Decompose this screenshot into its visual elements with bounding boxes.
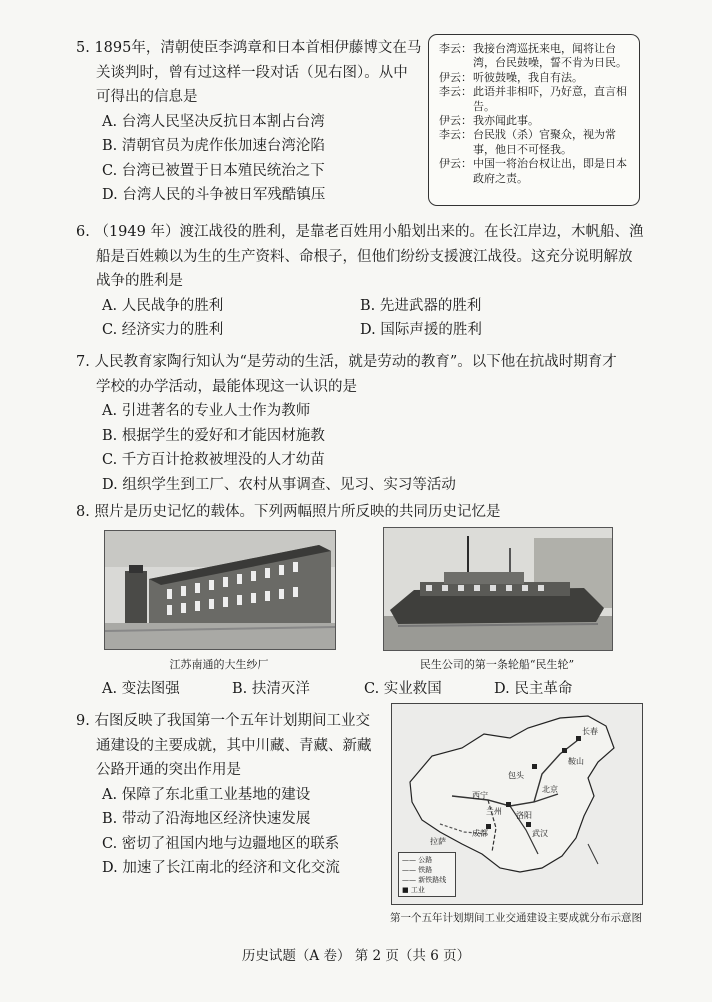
option-d[interactable]: D. 加速了长江南北的经济和文化交流	[102, 860, 340, 876]
dialog-speaker: 伊云：	[439, 70, 472, 84]
map-label-beijing: 北京	[542, 785, 558, 794]
option-d[interactable]: D. 国际声援的胜利	[360, 322, 482, 338]
question-8-options	[76, 677, 636, 702]
option-a[interactable]: A. 人民战争的胜利	[102, 297, 224, 314]
option-b[interactable]: B. 扶清灭洋	[232, 681, 310, 697]
map-label-anshan: 鞍山	[568, 757, 584, 766]
option-c[interactable]: C. 台湾已被置于日本殖民统治之下	[102, 162, 325, 179]
option-a[interactable]: A. 台湾人民坚决反抗日本割占台湾	[102, 113, 325, 130]
legend-item: —— 新铁路线	[402, 876, 447, 884]
option-c[interactable]: C. 实业救国	[364, 681, 442, 697]
dialog-line	[439, 157, 631, 186]
option-a[interactable]: A. 引进著名的专业人士作为教师	[102, 403, 311, 419]
option-c[interactable]: C. 千方百计抢救被埋没的人才幼苗	[102, 452, 325, 468]
map-label-baotou: 包头	[508, 771, 524, 780]
legend-item: ■ 工业	[402, 886, 425, 894]
option-d[interactable]: D. 民主革命	[494, 681, 573, 697]
option-a[interactable]: A. 保障了东北重工业基地的建设	[102, 786, 311, 803]
legend-item: —— 铁路	[402, 866, 433, 874]
question-5-stem-line: 可得出的信息是	[96, 89, 198, 105]
question-6-options	[76, 294, 666, 343]
map-label-xining: 西宁	[472, 791, 488, 800]
dialog-line	[439, 85, 631, 114]
dialog-text: 我接台湾巡抚来电，闻将让台湾，台民鼓噪，誓不肯为日民。	[473, 42, 627, 70]
map-legend	[398, 852, 456, 897]
dialog-speaker: 李云：	[439, 42, 472, 55]
question-6-stem-line: 船是百姓赖以为生的生产资料、命根子，但他们纷纷支援渡江战役。这充分说明解放	[96, 248, 633, 265]
option-b[interactable]: B. 根据学生的爱好和才能因材施教	[102, 427, 325, 444]
option-c[interactable]: C. 经济实力的胜利	[102, 322, 224, 338]
option-a[interactable]: A. 变法图强	[102, 681, 180, 697]
map-label-lanzhou: 兰州	[486, 807, 502, 816]
option-b[interactable]: B. 带动了沿海地区经济快速发展	[102, 811, 311, 827]
question-8-options-row	[76, 677, 636, 702]
question-9	[76, 709, 386, 881]
question-7	[76, 350, 666, 497]
question-9-stem-line: 公路开通的突出作用是	[96, 762, 241, 778]
dialog-line	[439, 114, 631, 128]
map-label-wuhan: 武汉	[532, 829, 548, 838]
question-5-stem-line: 5. 1895年，清朝使臣李鸿章和日本首相伊藤博文在马	[76, 40, 422, 56]
map-caption: 第一个五年计划期间工业交通建设主要成就分布示意图	[390, 912, 642, 924]
photo-minsheng-ship	[383, 527, 613, 651]
photo-caption: 民生公司的第一条轮船“民生轮”	[419, 658, 575, 671]
dialog-text: 我亦闻此事。	[473, 114, 539, 128]
question-6-stem-line: 战争的胜利是	[96, 273, 183, 289]
question-5-stem-line: 关谈判时，曾有过这样一段对话（见右图）。从中	[96, 64, 408, 81]
question-9-stem-line: 9. 右图反映了我国第一个五年计划期间工业交	[76, 713, 370, 729]
question-6-stem-line: 6. （1949 年）渡江战役的胜利，是靠老百姓用小船划出来的。在长江岸边，木帆船、渔	[76, 224, 644, 240]
dialog-line	[439, 71, 631, 85]
question-5	[76, 36, 428, 208]
question-7-stem-line: 学校的办学活动，最能体现这一认识的是	[96, 378, 357, 395]
photo-minsheng-ship-image	[384, 528, 612, 650]
question-8-stem: 8. 照片是历史记忆的载体。下列两幅照片所反映的共同历史记忆是	[76, 504, 501, 520]
legend-item: —— 公路	[402, 856, 433, 864]
photo-dasheng-mill	[104, 530, 336, 650]
map-figure	[391, 703, 643, 905]
question-8	[76, 500, 666, 525]
question-7-stem-line: 7. 人民教育家陶行知认为“是劳动的生活，就是劳动的教育”。以下他在抗战时期育才	[76, 354, 617, 370]
dialog-speaker: 李云：	[439, 85, 472, 99]
photo-dasheng-mill-image	[105, 531, 335, 649]
option-d[interactable]: D. 台湾人民的斗争被日军残酷镇压	[102, 187, 326, 203]
dialog-text: 此语并非相吓，乃好意，直言相告。	[473, 85, 627, 113]
photo-caption: 江苏南通的大生纱厂	[169, 658, 269, 671]
question-9-stem-line: 通建设的主要成就，其中川藏、青藏、新藏	[96, 737, 372, 754]
option-d[interactable]: D. 组织学生到工厂、农村从事调查、见习、实习等活动	[102, 476, 456, 493]
dialog-box	[428, 34, 640, 206]
dialog-text: 台民戕（杀）官聚众，视为常事，他日不可怪我。	[473, 128, 616, 156]
option-c[interactable]: C. 密切了祖国内地与边疆地区的联系	[102, 835, 340, 852]
dialog-line	[439, 42, 631, 71]
map-label-luoyang: 洛阳	[516, 811, 532, 820]
dialog-text: 听彼鼓噪，我自有法。	[473, 70, 583, 84]
dialog-speaker: 伊云：	[439, 157, 472, 171]
dialog-speaker: 李云：	[439, 128, 472, 142]
question-6	[76, 220, 666, 343]
page-footer: 历史试题（A 卷） 第 2 页（共 6 页）	[241, 948, 471, 964]
dialog-line	[439, 128, 631, 157]
map-label-chengdu: 成都	[472, 829, 488, 838]
dialog-speaker: 伊云：	[439, 114, 472, 128]
map-label-changchun: 长春	[582, 727, 598, 736]
option-b[interactable]: B. 清朝官员为虎作伥加速台湾沦陷	[102, 138, 325, 154]
dialog-text: 中国一将治台权让出，即是日本政府之责。	[473, 157, 627, 185]
option-b[interactable]: B. 先进武器的胜利	[360, 297, 482, 314]
map-label-lhasa: 拉萨	[430, 837, 446, 846]
